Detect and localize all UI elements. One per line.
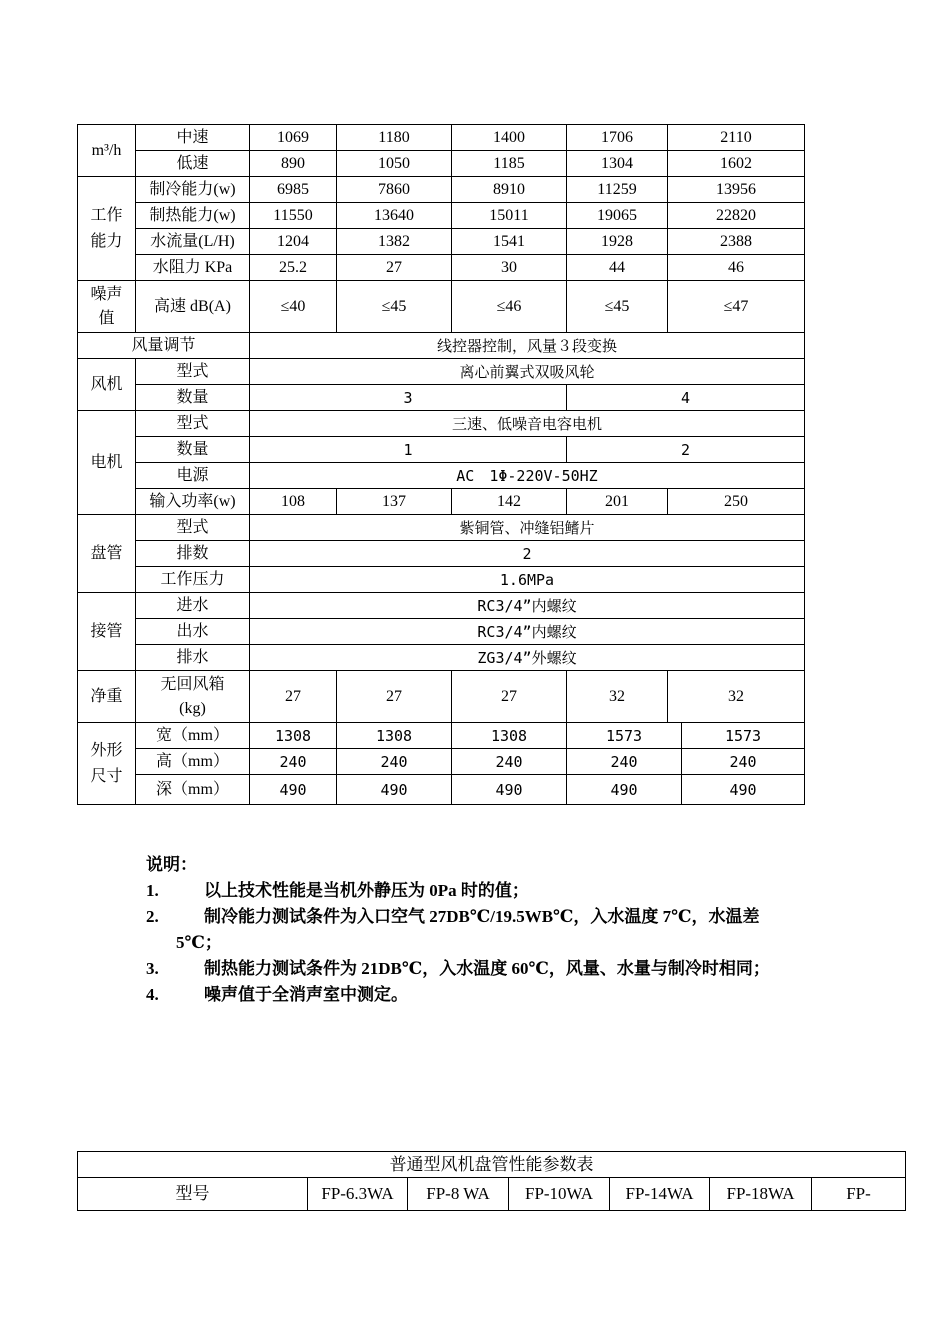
cell: AC 1Φ-220V-50HZ <box>250 463 805 489</box>
cell: 25.2 <box>250 255 337 281</box>
cell: 1069 <box>250 125 337 151</box>
row-label: 制热能力(w) <box>136 203 250 229</box>
cell: 1602 <box>668 151 805 177</box>
dimensions-group-label: 外形尺寸 <box>78 723 136 805</box>
cell: 27 <box>250 671 337 723</box>
cell: 三速、低噪音电容电机 <box>250 411 805 437</box>
cell: 2388 <box>668 229 805 255</box>
cell: 1400 <box>452 125 567 151</box>
cell: 27 <box>337 255 452 281</box>
fan-group-label: 风机 <box>78 359 136 411</box>
cell: 490 <box>337 775 452 805</box>
row-label: 型式 <box>136 515 250 541</box>
cell: 11259 <box>567 177 668 203</box>
cell: ≤40 <box>250 281 337 333</box>
heating-row <box>78 203 805 229</box>
cell: ≤47 <box>668 281 805 333</box>
cell: 22820 <box>668 203 805 229</box>
cell: 19065 <box>567 203 668 229</box>
cell: 紫铜管、冲缝铝鳍片 <box>250 515 805 541</box>
cell: 1573 <box>567 723 682 749</box>
motor-power-row <box>78 463 805 489</box>
row-label: 风量调节 <box>78 333 250 359</box>
row-label: 型式 <box>136 411 250 437</box>
cell: 32 <box>567 671 668 723</box>
cell: 137 <box>337 489 452 515</box>
cell: 44 <box>567 255 668 281</box>
cell: 490 <box>250 775 337 805</box>
cell: 1308 <box>452 723 567 749</box>
motor-type-row <box>78 411 805 437</box>
note-number: 2. <box>146 907 159 926</box>
performance-table <box>77 1151 906 1211</box>
cell: 1304 <box>567 151 668 177</box>
row-label: 高（mm） <box>136 749 250 775</box>
weight-row <box>78 671 805 723</box>
cell: 30 <box>452 255 567 281</box>
cell: 1180 <box>337 125 452 151</box>
row-label: 排数 <box>136 541 250 567</box>
model-cell: FP- <box>812 1178 906 1211</box>
row-label: 宽（mm） <box>136 723 250 749</box>
row-label: 进水 <box>136 593 250 619</box>
row-label: 无回风箱(kg) <box>136 671 250 723</box>
cell: 13956 <box>668 177 805 203</box>
coil-type-row <box>78 515 805 541</box>
cell: ≤45 <box>337 281 452 333</box>
fan-qty-row <box>78 385 805 411</box>
cell: 490 <box>567 775 682 805</box>
pipe-inlet-row <box>78 593 805 619</box>
cell: 1.6MPa <box>250 567 805 593</box>
cell: 离心前翼式双吸风轮 <box>250 359 805 385</box>
pipe-group-label: 接管 <box>78 593 136 671</box>
cell: 2 <box>567 437 805 463</box>
capacity-group-label: 工作能力 <box>78 177 136 281</box>
cell: 1308 <box>250 723 337 749</box>
notes-section <box>146 852 808 1008</box>
row-label: 低速 <box>136 151 250 177</box>
row-label: 数量 <box>136 385 250 411</box>
note-item <box>146 904 808 956</box>
motor-group-label: 电机 <box>78 411 136 515</box>
cell: 15011 <box>452 203 567 229</box>
noise-row <box>78 281 805 333</box>
cell: 1706 <box>567 125 668 151</box>
cell: 13640 <box>337 203 452 229</box>
cell: 1050 <box>337 151 452 177</box>
cell: 32 <box>668 671 805 723</box>
cell: 240 <box>682 749 805 775</box>
air-adjust-row <box>78 333 805 359</box>
note-item <box>146 956 808 982</box>
cell: 240 <box>567 749 682 775</box>
dim-width-row <box>78 723 805 749</box>
cell: 1573 <box>682 723 805 749</box>
cell: 240 <box>250 749 337 775</box>
pipe-drain-row <box>78 645 805 671</box>
row-label: 深（mm） <box>136 775 250 805</box>
cell: 27 <box>337 671 452 723</box>
model-label: 型号 <box>78 1178 308 1211</box>
model-cell: FP-14WA <box>610 1178 710 1211</box>
cell: 11550 <box>250 203 337 229</box>
note-item <box>146 982 808 1008</box>
note-number: 1. <box>146 881 159 900</box>
note-number: 3. <box>146 959 159 978</box>
cell: 46 <box>668 255 805 281</box>
cell: ≤45 <box>567 281 668 333</box>
note-text: 以上技术性能是当机外静压为 0Pa 时的值； <box>204 881 529 900</box>
note-text: 制冷能力测试条件为入口空气 27DB℃/19.5WB℃，入水温度 7℃，水温差 5℃； <box>176 907 760 952</box>
row-label: 中速 <box>136 125 250 151</box>
cell: 1185 <box>452 151 567 177</box>
note-text: 噪声值于全消声室中测定。 <box>204 985 408 1004</box>
cell: 108 <box>250 489 337 515</box>
motor-input-row <box>78 489 805 515</box>
dim-depth-row <box>78 775 805 805</box>
cell: 1 <box>250 437 567 463</box>
dim-height-row <box>78 749 805 775</box>
cell: 27 <box>452 671 567 723</box>
row-label: 高速 dB(A) <box>136 281 250 333</box>
cell: 201 <box>567 489 668 515</box>
cell: 1308 <box>337 723 452 749</box>
model-cell: FP-6.3WA <box>308 1178 408 1211</box>
cell: 240 <box>452 749 567 775</box>
note-text: 制热能力测试条件为 21DB℃，入水温度 60℃，风量、水量与制冷时相同； <box>204 959 770 978</box>
cell: 1204 <box>250 229 337 255</box>
row-label: 数量 <box>136 437 250 463</box>
cell: 7860 <box>337 177 452 203</box>
cell: 1928 <box>567 229 668 255</box>
cell: 线控器控制，风量３段变换 <box>250 333 805 359</box>
resistance-row <box>78 255 805 281</box>
cell: ≤46 <box>452 281 567 333</box>
row-label: 工作压力 <box>136 567 250 593</box>
cell: 1382 <box>337 229 452 255</box>
row-label: 制冷能力(w) <box>136 177 250 203</box>
model-row <box>78 1178 906 1211</box>
cell: RC3/4”内螺纹 <box>250 593 805 619</box>
cell: 890 <box>250 151 337 177</box>
noise-group-label: 噪声值 <box>78 281 136 333</box>
cell: 6985 <box>250 177 337 203</box>
cell: ZG3/4”外螺纹 <box>250 645 805 671</box>
motor-qty-row <box>78 437 805 463</box>
note-item <box>146 878 808 904</box>
performance-table-title-row <box>78 1152 906 1178</box>
airflow-low-row <box>78 151 805 177</box>
cell: 250 <box>668 489 805 515</box>
pipe-outlet-row <box>78 619 805 645</box>
row-label: 水阻力 KPa <box>136 255 250 281</box>
notes-title: 说明： <box>146 855 197 874</box>
waterflow-row <box>78 229 805 255</box>
row-label: 排水 <box>136 645 250 671</box>
airflow-mid-row <box>78 125 805 151</box>
cell: 1541 <box>452 229 567 255</box>
cell: 142 <box>452 489 567 515</box>
cooling-row <box>78 177 805 203</box>
model-cell: FP-18WA <box>710 1178 812 1211</box>
coil-pressure-row <box>78 567 805 593</box>
performance-table-title: 普通型风机盘管性能参数表 <box>78 1152 906 1178</box>
cell: 2 <box>250 541 805 567</box>
cell: 3 <box>250 385 567 411</box>
spec-table <box>77 124 805 805</box>
cell: 8910 <box>452 177 567 203</box>
note-number: 4. <box>146 985 159 1004</box>
row-label: 水流量(L/H) <box>136 229 250 255</box>
weight-group-label: 净重 <box>78 671 136 723</box>
row-label: 型式 <box>136 359 250 385</box>
coil-rows-row <box>78 541 805 567</box>
fan-type-row <box>78 359 805 385</box>
row-label: 出水 <box>136 619 250 645</box>
model-cell: FP-8 WA <box>408 1178 509 1211</box>
cell: 2110 <box>668 125 805 151</box>
cell: 490 <box>682 775 805 805</box>
cell: RC3/4”内螺纹 <box>250 619 805 645</box>
coil-group-label: 盘管 <box>78 515 136 593</box>
airflow-group-label: m³/h <box>78 125 136 177</box>
model-cell: FP-10WA <box>509 1178 610 1211</box>
row-label: 电源 <box>136 463 250 489</box>
row-label: 输入功率(w) <box>136 489 250 515</box>
cell: 4 <box>567 385 805 411</box>
cell: 240 <box>337 749 452 775</box>
cell: 490 <box>452 775 567 805</box>
